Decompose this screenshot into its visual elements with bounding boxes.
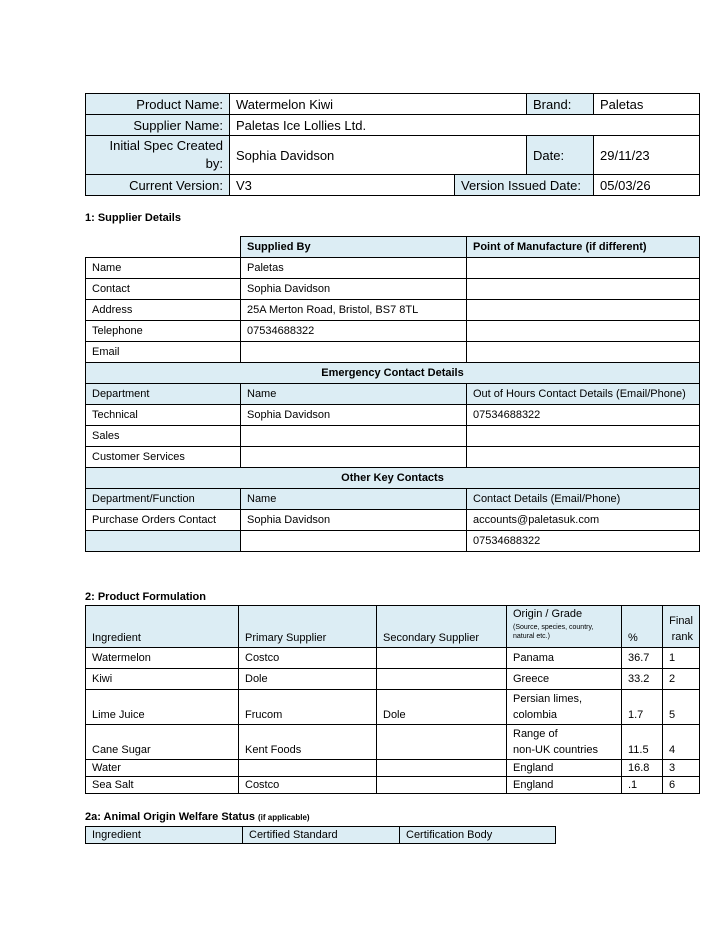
row-label: Contact	[86, 279, 241, 300]
rank-cell: 1	[663, 648, 700, 669]
other-col-department: Department/Function	[86, 489, 241, 510]
manufacture-cell	[467, 321, 700, 342]
primary-supplier-cell: Kent Foods	[239, 725, 377, 760]
origin-cell: England	[507, 777, 622, 794]
rank-cell: 5	[663, 690, 700, 725]
table-row	[86, 258, 700, 279]
table-row	[86, 777, 700, 794]
percent-cell: 33.2	[622, 669, 663, 690]
origin-line-2: non-UK countries	[513, 744, 598, 756]
secondary-supplier-cell: Dole	[377, 690, 507, 725]
welfare-col-certification-body: Certification Body	[400, 827, 556, 844]
col-origin-note-2: natural etc.)	[513, 633, 550, 640]
primary-supplier-cell: Dole	[239, 669, 377, 690]
emergency-contact	[467, 447, 700, 468]
table-row	[86, 279, 700, 300]
origin-cell: England	[507, 760, 622, 777]
supplied-by-cell: Sophia Davidson	[241, 279, 467, 300]
rank-cell: 6	[663, 777, 700, 794]
version-issued-label: Version Issued Date:	[455, 175, 594, 196]
other-name: Sophia Davidson	[241, 510, 467, 531]
initial-spec-label-line-1: Initial Spec Created	[109, 138, 223, 153]
blank-corner	[86, 237, 241, 258]
table-row	[86, 300, 700, 321]
other-contact: 07534688322	[467, 531, 700, 552]
supplier-name-label: Supplier Name:	[86, 115, 230, 136]
table-row	[86, 321, 700, 342]
col-origin-note-1: (Source, species, country,	[513, 624, 594, 631]
manufacture-cell	[467, 342, 700, 363]
col-final-rank	[663, 606, 700, 648]
col-origin-label: Origin / Grade	[513, 608, 583, 620]
col-percent: %	[622, 606, 663, 648]
col-final-rank-line-2: rank	[671, 631, 693, 643]
other-department	[86, 531, 241, 552]
supplied-by-cell: Paletas	[241, 258, 467, 279]
brand-label: Brand:	[527, 94, 594, 115]
origin-cell: Panama	[507, 648, 622, 669]
current-version-label: Current Version:	[86, 175, 230, 196]
table-row	[86, 405, 700, 426]
primary-supplier-cell	[239, 760, 377, 777]
initial-spec-value: Sophia Davidson	[230, 136, 527, 175]
brand-value: Paletas	[594, 94, 700, 115]
supplied-by-cell: 25A Merton Road, Bristol, BS7 8TL	[241, 300, 467, 321]
percent-cell: 1.7	[622, 690, 663, 725]
other-col-contact: Contact Details (Email/Phone)	[467, 489, 700, 510]
col-secondary-supplier: Secondary Supplier	[377, 606, 507, 648]
ingredient-cell: Kiwi	[86, 669, 239, 690]
percent-cell: 16.8	[622, 760, 663, 777]
ingredient-cell: Lime Juice	[86, 690, 239, 725]
origin-cell: Greece	[507, 669, 622, 690]
product-formulation-table	[85, 605, 700, 794]
emergency-name: Sophia Davidson	[241, 405, 467, 426]
table-row	[86, 447, 700, 468]
emergency-contact: 07534688322	[467, 405, 700, 426]
col-point-of-manufacture: Point of Manufacture (if different)	[467, 237, 700, 258]
origin-line-1: Persian limes,	[513, 693, 583, 705]
emergency-contact-title: Emergency Contact Details	[86, 363, 700, 384]
emergency-col-contact: Out of Hours Contact Details (Email/Phone)	[467, 384, 700, 405]
emergency-department: Customer Services	[86, 447, 241, 468]
ingredient-cell: Water	[86, 760, 239, 777]
row-label: Email	[86, 342, 241, 363]
welfare-col-ingredient: Ingredient	[86, 827, 243, 844]
secondary-supplier-cell	[377, 777, 507, 794]
product-name-label: Product Name:	[86, 94, 230, 115]
emergency-col-department: Department	[86, 384, 241, 405]
col-final-rank-line-1: Final	[669, 615, 693, 627]
manufacture-cell	[467, 300, 700, 321]
rank-cell: 4	[663, 725, 700, 760]
rank-cell: 3	[663, 760, 700, 777]
col-primary-supplier: Primary Supplier	[239, 606, 377, 648]
other-contact: accounts@paletasuk.com	[467, 510, 700, 531]
other-col-name: Name	[241, 489, 467, 510]
other-department: Purchase Orders Contact	[86, 510, 241, 531]
version-issued-value: 05/03/26	[594, 175, 700, 196]
table-row	[86, 531, 700, 552]
table-row	[86, 426, 700, 447]
row-label: Telephone	[86, 321, 241, 342]
origin-cell	[507, 690, 622, 725]
emergency-department: Sales	[86, 426, 241, 447]
origin-cell	[507, 725, 622, 760]
product-name-value: Watermelon Kiwi	[230, 94, 527, 115]
other-key-contacts-title: Other Key Contacts	[86, 468, 700, 489]
origin-line-1: Range of	[513, 728, 558, 740]
emergency-col-name: Name	[241, 384, 467, 405]
emergency-department: Technical	[86, 405, 241, 426]
supplied-by-cell: 07534688322	[241, 321, 467, 342]
table-row	[86, 690, 700, 725]
animal-welfare-title-note: (if applicable)	[258, 813, 310, 822]
table-row	[86, 725, 700, 760]
manufacture-cell	[467, 279, 700, 300]
emergency-name	[241, 447, 467, 468]
welfare-col-certified-standard: Certified Standard	[243, 827, 400, 844]
animal-welfare-title	[85, 811, 310, 823]
col-ingredient: Ingredient	[86, 606, 239, 648]
col-supplied-by: Supplied By	[241, 237, 467, 258]
animal-welfare-title-text: 2a: Animal Origin Welfare Status	[85, 811, 255, 823]
initial-spec-label-line-2: by:	[205, 156, 223, 171]
initial-spec-label	[86, 136, 230, 175]
date-value: 29/11/23	[594, 136, 700, 175]
supplied-by-cell	[241, 342, 467, 363]
ingredient-cell: Sea Salt	[86, 777, 239, 794]
emergency-contact	[467, 426, 700, 447]
secondary-supplier-cell	[377, 725, 507, 760]
primary-supplier-cell: Costco	[239, 777, 377, 794]
table-row	[86, 510, 700, 531]
table-row	[86, 648, 700, 669]
primary-supplier-cell: Costco	[239, 648, 377, 669]
ingredient-cell: Watermelon	[86, 648, 239, 669]
rank-cell: 2	[663, 669, 700, 690]
emergency-name	[241, 426, 467, 447]
date-label: Date:	[527, 136, 594, 175]
current-version-value: V3	[230, 175, 455, 196]
col-origin-grade	[507, 606, 622, 648]
ingredient-cell: Cane Sugar	[86, 725, 239, 760]
secondary-supplier-cell	[377, 648, 507, 669]
origin-line-2: colombia	[513, 709, 558, 721]
manufacture-cell	[467, 258, 700, 279]
percent-cell: 11.5	[622, 725, 663, 760]
row-label: Name	[86, 258, 241, 279]
secondary-supplier-cell	[377, 760, 507, 777]
supplier-details-table	[85, 236, 700, 552]
percent-cell: 36.7	[622, 648, 663, 669]
percent-cell: .1	[622, 777, 663, 794]
product-formulation-title: 2: Product Formulation	[85, 591, 206, 603]
product-header-table	[85, 93, 700, 196]
primary-supplier-cell: Frucom	[239, 690, 377, 725]
row-label: Address	[86, 300, 241, 321]
table-row	[86, 669, 700, 690]
other-name	[241, 531, 467, 552]
supplier-details-title: 1: Supplier Details	[85, 212, 181, 224]
table-row	[86, 760, 700, 777]
secondary-supplier-cell	[377, 669, 507, 690]
supplier-name-value: Paletas Ice Lollies Ltd.	[230, 115, 700, 136]
table-row	[86, 342, 700, 363]
animal-welfare-table	[85, 826, 556, 844]
